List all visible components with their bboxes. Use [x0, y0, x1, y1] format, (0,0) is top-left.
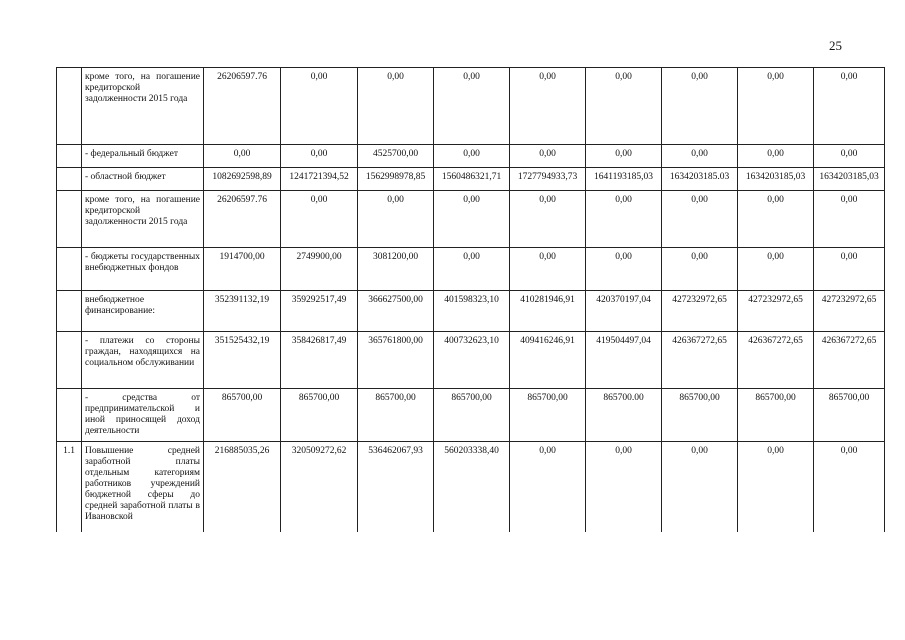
value-cell: 0,00 [434, 191, 510, 248]
value-cell: 865700,00 [814, 389, 885, 442]
row-label-cell: - бюджеты государственных внебюджетных фондов [82, 248, 204, 291]
value-cell: 0,00 [434, 248, 510, 291]
value-cell: 1241721394,52 [281, 168, 358, 191]
value-cell: 0,00 [510, 248, 586, 291]
value-cell: 351525432,19 [204, 332, 281, 389]
row-label-cell: - федеральный бюджет [82, 145, 204, 168]
value-cell: 0,00 [738, 68, 814, 145]
value-cell: 359292517,49 [281, 291, 358, 332]
value-cell: 0,00 [358, 191, 434, 248]
value-cell: 0,00 [204, 145, 281, 168]
row-label-cell: Повышение средней заработной платы отдельным категориям работников учреждений бюджетной сферы до средней заработной платы в Ивановской [82, 442, 204, 533]
value-cell: 865700,00 [281, 389, 358, 442]
value-cell: 0,00 [738, 248, 814, 291]
value-cell: 426367272,65 [814, 332, 885, 389]
value-cell: 865700,00 [510, 389, 586, 442]
value-cell: 1562998978,85 [358, 168, 434, 191]
value-cell: 2749900,00 [281, 248, 358, 291]
row-index-cell [57, 145, 82, 168]
value-cell: 1914700,00 [204, 248, 281, 291]
budget-table [56, 67, 885, 532]
value-cell: 1082692598,89 [204, 168, 281, 191]
table-row [57, 248, 885, 291]
value-cell: 0,00 [738, 145, 814, 168]
value-cell: 409416246,91 [510, 332, 586, 389]
value-cell: 427232972,65 [662, 291, 738, 332]
value-cell: 0,00 [662, 248, 738, 291]
value-cell: 0,00 [281, 191, 358, 248]
row-index-cell: 1.1 [57, 442, 82, 533]
table-row [57, 332, 885, 389]
value-cell: 419504497,04 [586, 332, 662, 389]
value-cell: 3081200,00 [358, 248, 434, 291]
value-cell: 865700,00 [662, 389, 738, 442]
value-cell: 26206597.76 [204, 191, 281, 248]
value-cell: 427232972,65 [738, 291, 814, 332]
value-cell: 427232972,65 [814, 291, 885, 332]
value-cell: 320509272,62 [281, 442, 358, 533]
value-cell: 865700,00 [358, 389, 434, 442]
row-label-cell: - средства от предпринимательской и иной приносящей доход деятельности [82, 389, 204, 442]
row-index-cell [57, 168, 82, 191]
value-cell: 0,00 [662, 145, 738, 168]
value-cell: 560203338,40 [434, 442, 510, 533]
row-index-cell [57, 191, 82, 248]
value-cell: 0,00 [434, 145, 510, 168]
value-cell: 426367272,65 [662, 332, 738, 389]
value-cell: 0,00 [586, 442, 662, 533]
value-cell: 0,00 [586, 191, 662, 248]
value-cell: 0,00 [434, 68, 510, 145]
value-cell: 352391132,19 [204, 291, 281, 332]
row-label-cell: кроме того, на погашение кредиторской задолженности 2015 года [82, 68, 204, 145]
value-cell: 0,00 [662, 442, 738, 533]
value-cell: 0,00 [814, 442, 885, 533]
value-cell: 865700,00 [204, 389, 281, 442]
value-cell: 0,00 [281, 68, 358, 145]
value-cell: 0,00 [510, 68, 586, 145]
value-cell: 0,00 [662, 68, 738, 145]
value-cell: 1641193185,03 [586, 168, 662, 191]
value-cell: 0,00 [738, 442, 814, 533]
value-cell: 0,00 [586, 248, 662, 291]
table-row [57, 291, 885, 332]
value-cell: 426367272,65 [738, 332, 814, 389]
row-index-cell [57, 291, 82, 332]
value-cell: 216885035,26 [204, 442, 281, 533]
value-cell: 0,00 [510, 191, 586, 248]
value-cell: 865700,00 [738, 389, 814, 442]
row-label-cell: внебюджетное финансирование: [82, 291, 204, 332]
value-cell: 536462067,93 [358, 442, 434, 533]
value-cell: 4525700,00 [358, 145, 434, 168]
value-cell: 0,00 [510, 442, 586, 533]
row-index-cell [57, 389, 82, 442]
value-cell: 1634203185,03 [814, 168, 885, 191]
value-cell: 0,00 [586, 145, 662, 168]
value-cell: 410281946,91 [510, 291, 586, 332]
value-cell: 1634203185,03 [738, 168, 814, 191]
table-row [57, 191, 885, 248]
row-index-cell [57, 248, 82, 291]
value-cell: 0,00 [814, 191, 885, 248]
table-body [57, 68, 885, 533]
value-cell: 865700,00 [434, 389, 510, 442]
row-label-cell: кроме того, на погашение кредиторской задолженности 2015 года [82, 191, 204, 248]
value-cell: 1634203185.03 [662, 168, 738, 191]
value-cell: 0,00 [738, 191, 814, 248]
page-number: 25 [829, 38, 842, 53]
value-cell: 0,00 [814, 248, 885, 291]
value-cell: 401598323,10 [434, 291, 510, 332]
value-cell: 1560486321,71 [434, 168, 510, 191]
row-index-cell [57, 332, 82, 389]
value-cell: 26206597.76 [204, 68, 281, 145]
row-label-cell: - областной бюджет [82, 168, 204, 191]
table-row [57, 442, 885, 533]
value-cell: 0,00 [662, 191, 738, 248]
value-cell: 0,00 [586, 68, 662, 145]
row-index-cell [57, 68, 82, 145]
table-row [57, 145, 885, 168]
row-label-cell: - платежи со стороны граждан, находящихся на социальном обслуживании [82, 332, 204, 389]
table-row [57, 389, 885, 442]
value-cell: 865700.00 [586, 389, 662, 442]
value-cell: 0,00 [358, 68, 434, 145]
value-cell: 0,00 [281, 145, 358, 168]
value-cell: 1727794933,73 [510, 168, 586, 191]
value-cell: 0,00 [814, 145, 885, 168]
value-cell: 0,00 [814, 68, 885, 145]
value-cell: 0,00 [510, 145, 586, 168]
value-cell: 420370197,04 [586, 291, 662, 332]
value-cell: 366627500,00 [358, 291, 434, 332]
value-cell: 400732623,10 [434, 332, 510, 389]
value-cell: 365761800,00 [358, 332, 434, 389]
table-row [57, 68, 885, 145]
value-cell: 358426817,49 [281, 332, 358, 389]
table-row [57, 168, 885, 191]
